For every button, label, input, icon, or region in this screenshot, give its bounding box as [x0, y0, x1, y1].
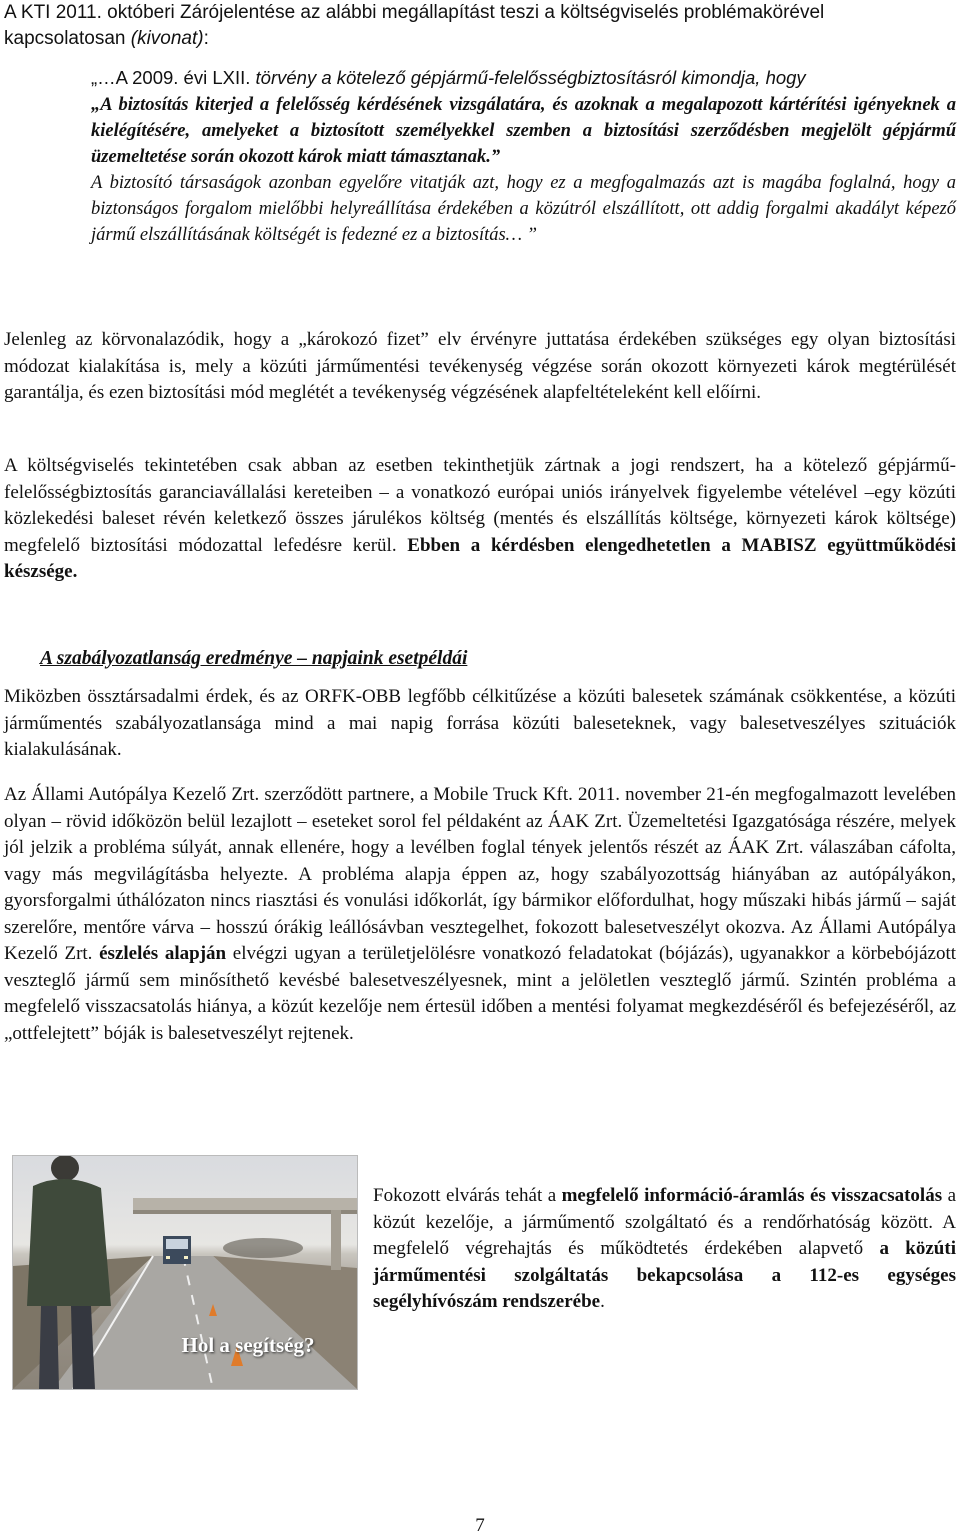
- photo-caption: Hol a segítség?: [181, 1333, 315, 1357]
- paragraph-2-text: A költségviselés tekintetében csak abban az esetben tekinthetjük zártnak a jogi rendszert, ha a kötelező gépjármű-felelősségbiztosítás garanciavállalási kereteiben – a vonatkozó európai uniós irányelvek figyelembe vételével –egy közúti közlekedési baleset révén keletkező összes járulékos költség (mentés és elszállítás költsége, környezeti károk költsége) megfelelő biztosítási módozattal lefedésre kerül.: [4, 455, 956, 556]
- intro-line-1: A KTI 2011. októberi Zárójelentése az alábbi megállapítást teszi a költségviselés problémakörével: [4, 2, 825, 23]
- quote-first-paragraph: [91, 65, 956, 170]
- side-text-part-3: .: [600, 1291, 605, 1312]
- paragraph-2: [4, 453, 956, 586]
- paragraph-4-after: elvégzi ugyan a területjelölésre vonatkozó feladatokat (bójázás), ugyanakkor a körbebójázott veszteglő jármű sem minősíthető kevésbé balesetveszélyesnek, mint a jelöletlen veszteglő jármű. Szintén probléma a megfelelő visszacsatolás hiánya, a közút kezelője nem értesül időben a mentési folyamat megkezdéséről és befejezéséről, az „ottfelejtett” bóják is balesetveszélyt rejtenek.: [4, 943, 956, 1044]
- paragraph-3: Miközben össztársadalmi érdek, és az ORFK-OBB legfőbb célkitűzése a közúti balesetek számának csökkentése, a közúti járműmentés szabályozatlansága mind a mai napig forrása közúti baleseteknek, vagy balesetveszélyes szituációk kialakulásának.: [4, 686, 956, 760]
- intro-colon: :: [203, 28, 209, 49]
- quote-second-paragraph: A biztosító társaságok azonban egyelőre vitatják azt, hogy ez a megfogalmazás azt is magába foglalná, hogy a biztonságos forgalom mielőbbi helyreállítása érdekében a közútról elszállított, ott addig forgalmi akadályt képező jármű elszállításának költségét is fedezné ez a biztosítás… ”: [91, 173, 956, 245]
- paragraph-4-bold: észlelés alapján: [99, 943, 227, 964]
- intro-text: [4, 0, 956, 52]
- paragraph-1: Jelenleg az körvonalazódik, hogy a „károkozó fizet” elv érvényre juttatása érdekében szükséges egy olyan biztosítási módozat kialakítása is, mely a közúti járműmentési tevékenység végzése során okozott környezeti károk megtérülését garantálja, és ezen biztosítási mód meglétét a tevékenység végzésének alapfeltételeként kell előírni.: [4, 329, 956, 403]
- side-text-bold-2: a közúti járműmentési szolgáltatás bekapcsolása a 112-es egységes segélyhívószám rendszerébe: [373, 1238, 956, 1312]
- side-text-part-1: Fokozott elvárás tehát a: [373, 1185, 562, 1206]
- intro-line-2: kapcsolatosan: [4, 28, 131, 49]
- intro-kivonat: (kivonat): [130, 28, 204, 49]
- side-text: [373, 1183, 956, 1316]
- quote-lead-italic: törvény a kötelező gépjármű-felelősségbiztosításról kimondja, hogy: [255, 67, 806, 88]
- section-heading: A szabályozatlanság eredménye – napjaink esetpéldái: [40, 648, 468, 669]
- quote-bold-text: „A biztosítás kiterjed a felelősség kérdésének vizsgálatára, és azoknak a megalapozott kártérítési igényeknek a kielégítésére, amelyeket a biztosított személyekkel szemben a biztosítási szerződésben megjelölt gépjármű üzemeltetése során okozott károk miatt támasztanak.”: [91, 95, 956, 167]
- paragraph-4-before: Az Állami Autópálya Kezelő Zrt. szerződött partnere, a Mobile Truck Kft. 2011. november 21-én megfogalmazott levelében olyan – rövid időközön belül lezajlott – eseteket sorol fel példaként az ÁAK Zrt. Üzemeltetési Igazgatósága részére, melyek jól jelzik a probléma súlyát, annak ellenére, hogy a levélben foglal tények jelentős részét az ÁAK Zrt. válaszában cáfolta, vagy más megvilágításba helyezte. A probléma alapja éppen az, hogy szabályozottság hiányában az autópályákon, gyorsforgalmi úthálózaton nincs riasztási és vonulási időkorlát, így bármikor előfordulhat, hogy műszaki hibás jármű – saját szerelőre, mentőre várva – hosszú órákig leállósávban vesztegelhet, fokozott balesetveszélyt okozva. Az Állami Autópálya Kezelő Zrt.: [4, 784, 956, 964]
- page-number: 7: [475, 1515, 485, 1536]
- highway-photo: [12, 1155, 358, 1390]
- side-text-part-2: a közút kezelője, a járműmentő szolgáltató és a rendőrhatóság között. A megfelelő végrehajtás és működtetés érdekében alapvető: [373, 1185, 956, 1259]
- paragraph-4: [4, 782, 956, 1047]
- paragraph-2-bold: Ebben a kérdésben elengedhetetlen a MABISZ együttműködési készsége.: [4, 534, 957, 582]
- quote-lead: „…A 2009. évi LXII.: [91, 67, 256, 88]
- side-text-bold-1: megfelelő információ-áramlás és visszacsatolás: [561, 1185, 943, 1206]
- quoted-excerpt: [91, 65, 956, 248]
